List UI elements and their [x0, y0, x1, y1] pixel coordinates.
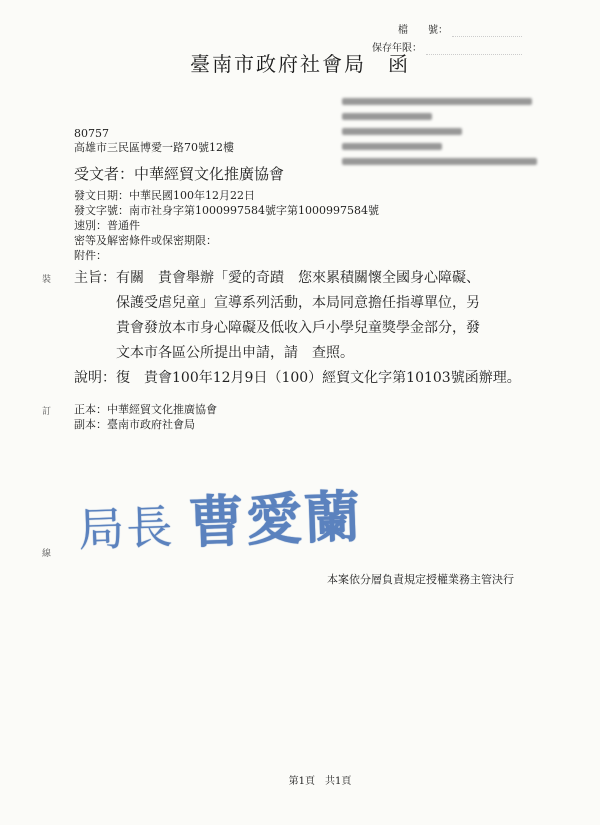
- document-title: 臺南市政府社會局 函: [190, 52, 410, 76]
- meta-label: 附件：: [74, 249, 107, 262]
- explanation-label: 說明：: [74, 370, 116, 386]
- margin-mark-stapling: 訂: [42, 407, 52, 417]
- carbon-copy-line: [74, 417, 195, 432]
- meta-label: 發文字號：: [74, 204, 129, 217]
- recipient-name: 中華經貿文化推廣協會: [134, 165, 285, 183]
- redacted-sender-info: [342, 98, 542, 164]
- subject-line: 文本市各區公所提出申請，請 查照。: [116, 345, 354, 361]
- seal-char: 長: [125, 499, 176, 556]
- meta-attachment: [74, 248, 107, 263]
- main-copy-label: 正本：: [74, 403, 107, 416]
- margin-mark-binding: 裝: [42, 275, 52, 285]
- meta-label: 密等及解密條件或保密期限：: [74, 234, 217, 247]
- meta-speed: [74, 218, 140, 233]
- recipient-label: 受文者：: [74, 165, 135, 183]
- meta-value: 南市社身字第1000997584號字第1000997584號: [129, 204, 379, 217]
- authority-note: 本案依分層負責規定授權業務主管決行: [327, 573, 514, 586]
- director-seal-stamp: [77, 473, 364, 563]
- carbon-copy-label: 副本：: [74, 418, 107, 431]
- carbon-copy-value: 臺南市政府社會局: [107, 418, 195, 431]
- subject-line: 有關 貴會舉辦「愛的奇蹟 您來累積關懷全國身心障礙、: [116, 270, 480, 286]
- seal-char: 局: [77, 501, 128, 557]
- seal-char: 曹: [187, 488, 248, 557]
- seal-char: 愛: [244, 486, 306, 555]
- main-copy-value: 中華經貿文化推廣協會: [107, 403, 217, 416]
- meta-document-number: [74, 203, 379, 218]
- subject-line: 保護受虐兒童」宣導系列活動，本局同意擔任指導單位，另: [116, 295, 480, 311]
- file-number-label: 檔 號：: [398, 25, 448, 36]
- meta-confidentiality: [74, 233, 217, 248]
- file-number-blank: [452, 36, 522, 37]
- main-copy-line: [74, 402, 217, 417]
- retention-label: 保存年限：: [372, 43, 422, 54]
- subject-label: 主旨：: [74, 270, 116, 286]
- meta-value: 中華民國100年12月22日: [129, 189, 255, 202]
- explanation-text: 復 貴會100年12月9日（100）經貿文化字第10103號函辦理。: [116, 370, 521, 386]
- meta-label: 速別：: [74, 219, 107, 232]
- meta-issue-date: [74, 188, 255, 203]
- page-number: 第1頁 共1頁: [288, 776, 352, 787]
- subject-line: 貴會發放本市身心障礙及低收入戶小學兒童獎學金部分，發: [116, 320, 480, 336]
- recipient-address: 高雄市三民區博愛一路70號12樓: [74, 141, 234, 154]
- seal-char: 蘭: [302, 484, 364, 553]
- meta-value: 普通件: [107, 219, 140, 232]
- margin-mark-line: 線: [42, 549, 52, 559]
- recipient-line: [74, 164, 284, 184]
- meta-label: 發文日期：: [74, 189, 129, 202]
- recipient-zip: 80757: [74, 127, 109, 140]
